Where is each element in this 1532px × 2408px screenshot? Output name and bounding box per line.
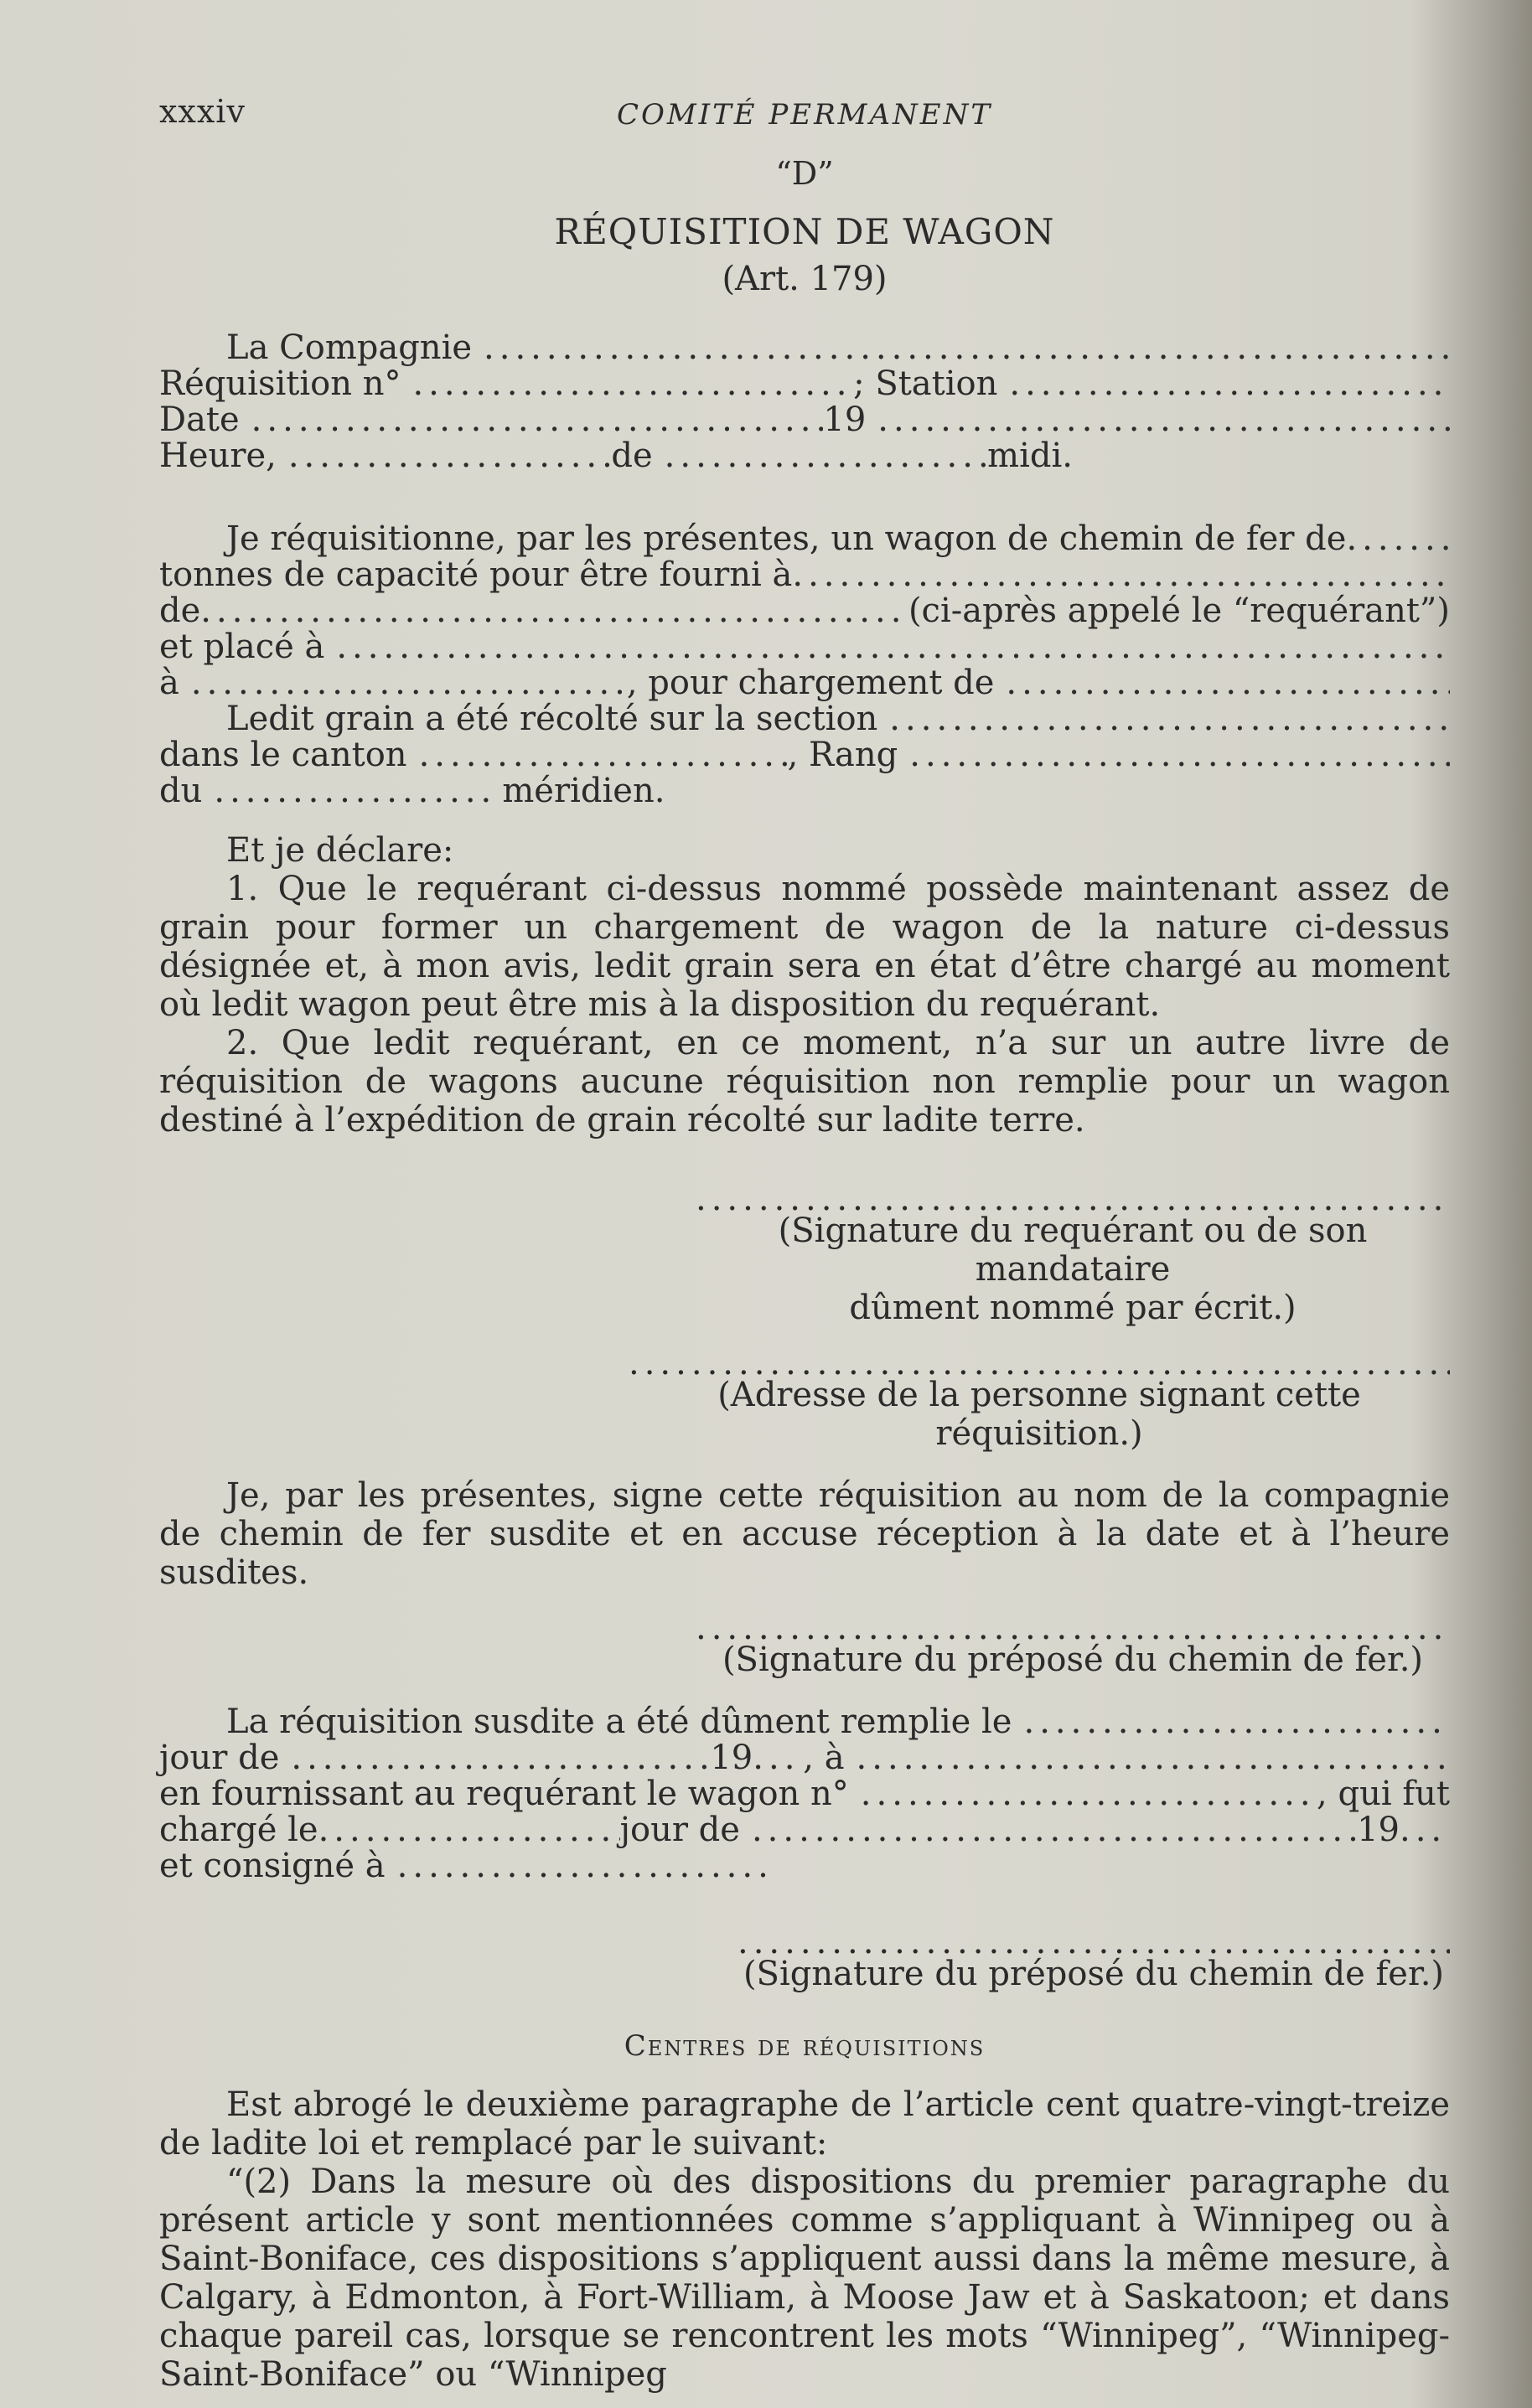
- requisition-dots: [412, 364, 853, 403]
- hour-label: Heure,: [159, 437, 277, 475]
- declaration-point-2: 2. Que ledit requérant, en ce moment, n’a sur un autre livre de réquisition de wagons aucune réquisition non remplie pour un wagon destiné à l’expédition de grain récolté sur ladite terre.: [159, 1024, 1450, 1139]
- request-line-4: [159, 628, 1450, 664]
- schedule-letter: “D”: [775, 155, 834, 192]
- request-text-3a: de: [159, 592, 201, 630]
- requester-signature-caption-2: dûment nommé par écrit.): [849, 1289, 1297, 1327]
- address-signature-block: [629, 1351, 1450, 1453]
- request-line-3: [159, 592, 1450, 628]
- fulfilled-text-1: La réquisition susdite a été dûment remplie le: [226, 1703, 1012, 1741]
- requester-signature-block: [696, 1186, 1450, 1327]
- station-dots: [1009, 364, 1450, 403]
- fulfilled-year-4: 19: [1357, 1811, 1400, 1849]
- request-line-1: [159, 519, 1450, 558]
- page-number: xxxiv: [159, 93, 246, 130]
- station-label: ; Station: [853, 364, 998, 403]
- railway-signature-line-2: [738, 1930, 1450, 1955]
- request-line-6: [159, 700, 1450, 736]
- request-text-8b: méridien.: [502, 772, 665, 810]
- hour-dots-2: [665, 437, 988, 475]
- fulfilled-dots-2b: [753, 1739, 803, 1777]
- year-dots: [877, 400, 1450, 439]
- date-year: 19: [823, 400, 867, 439]
- fulfilled-line-2: [159, 1739, 1450, 1775]
- fulfilment-section: [159, 1703, 1450, 1883]
- fulfilled-text-2a: jour de: [159, 1739, 280, 1777]
- signature-line: [696, 1186, 1450, 1212]
- fulfilled-dots-2a: [291, 1739, 710, 1777]
- company-line: [159, 328, 1450, 367]
- section-heading: Centres de réquisitions: [624, 2029, 986, 2063]
- midi-label: midi.: [987, 437, 1074, 475]
- request-text-5a: à: [159, 664, 179, 702]
- railway-signature-block-2: [738, 1930, 1450, 1993]
- declaration-point-1: 1. Que le requérant ci-dessus nommé possède maintenant assez de grain pour former un chargement de wagon de la nature ci-dessus désignée et, à mon avis, ledit grain sera en état d’être chargé au moment où ledit wagon peut être mis à la disposition du requérant.: [159, 870, 1450, 1024]
- request-text-3b: (ci-après appelé le “requérant”): [908, 592, 1450, 630]
- requisition-statement: [159, 519, 1450, 808]
- fulfilled-line-1: [159, 1703, 1450, 1739]
- form-header-fields: [159, 328, 1450, 473]
- date-label: Date: [159, 400, 240, 439]
- company-label: La Compagnie: [226, 328, 473, 367]
- request-dots-7a: [419, 736, 788, 774]
- fulfilled-dots-3: [861, 1775, 1317, 1813]
- railway-acknowledgement: Je, par les présentes, signe cette réquisition au nom de la compagnie de chemin de fer susdite et en accuse réception à la date et à l’heure susdites.: [159, 1476, 1450, 1592]
- address-line: [629, 1351, 1450, 1376]
- railway-signature-caption-2: (Signature du préposé du chemin de fer.): [743, 1955, 1445, 1993]
- request-text-5b: , pour chargement de: [626, 664, 995, 702]
- page-header: [159, 84, 1450, 142]
- fulfilled-dots-1: [1023, 1703, 1450, 1741]
- fulfilled-dots-4c: [1400, 1811, 1450, 1849]
- railway-signature-line-1: [696, 1615, 1450, 1641]
- fulfilled-dots-5: [397, 1847, 766, 1885]
- request-text-2: tonnes de capacité pour être fourni à: [159, 555, 793, 594]
- requester-signature-caption-1: (Signature du requérant ou de son mandataire: [778, 1212, 1368, 1289]
- declaration: [159, 831, 1450, 1139]
- request-dots-8: [214, 772, 490, 810]
- declaration-intro: Et je déclare:: [226, 831, 454, 870]
- hour-de: de: [611, 437, 653, 475]
- fulfilled-line-4: [159, 1811, 1450, 1847]
- request-line-8: [159, 772, 1450, 808]
- form-title: RÉQUISITION DE WAGON: [554, 211, 1055, 252]
- fulfilled-text-4a: chargé le: [159, 1811, 318, 1849]
- fulfilled-line-5: [159, 1847, 1450, 1883]
- request-text-6: Ledit grain a été récolté sur la section: [226, 700, 878, 738]
- request-text-7b: , Rang: [787, 736, 898, 774]
- fulfilled-text-3a: en fournissant au requérant le wagon n°: [159, 1775, 849, 1813]
- request-line-2: [159, 555, 1450, 592]
- article-reference: (Art. 179): [722, 260, 888, 298]
- company-dots: [484, 328, 1450, 367]
- fulfilled-line-3: [159, 1775, 1450, 1811]
- fulfilled-text-3b: , qui fut: [1317, 1775, 1450, 1813]
- request-text-8a: du: [159, 772, 203, 810]
- fulfilled-text-4b: jour de: [619, 1811, 740, 1849]
- request-dots-5a: [191, 664, 627, 702]
- hour-dots: [288, 437, 612, 475]
- request-line-7: [159, 736, 1450, 772]
- centres-paragraph-2: “(2) Dans la mesure où des dispositions du premier paragraphe du présent article y sont mentionnées comme s’appliquant à Winnipeg ou à Saint-Boniface, ces dispositions s’appliquent aussi dans la même mesure, à Calgary, à Edmonton, à Fort-William, à Moose Jaw et à Saskatoon; et dans chaque pareil cas, lorsque se rencontrent les mots “Winnipeg”, “Winnipeg-Saint-Boniface” ou “Winnipeg: [159, 2163, 1450, 2394]
- requisition-line: [159, 364, 1450, 403]
- requisition-label: Réquisition n°: [159, 364, 401, 403]
- hour-line: [159, 437, 1073, 473]
- request-line-5: [159, 664, 1450, 700]
- date-line: [159, 400, 1450, 437]
- request-dots-4: [336, 628, 1450, 666]
- fulfilled-year-2: 19: [710, 1739, 753, 1777]
- fulfilled-text-5: et consigné à: [159, 1847, 386, 1885]
- date-dots: [251, 400, 824, 439]
- page-content: [159, 84, 1450, 2394]
- request-text-1: Je réquisitionne, par les présentes, un wagon de chemin de fer de: [226, 519, 1347, 558]
- request-dots-2: [792, 555, 1450, 594]
- fulfilled-dots-4b: [752, 1811, 1357, 1849]
- fulfilled-text-2c: , à: [803, 1739, 845, 1777]
- railway-signature-caption-1: (Signature du préposé du chemin de fer.): [722, 1641, 1424, 1679]
- fulfilled-dots-4a: [318, 1811, 620, 1849]
- running-head: COMITÉ PERMANENT: [616, 98, 993, 132]
- address-caption: (Adresse de la personne signant cette réquisition.): [717, 1376, 1361, 1453]
- railway-signature-block-1: [696, 1615, 1450, 1679]
- request-text-7a: dans le canton: [159, 736, 407, 774]
- request-text-4: et placé à: [159, 628, 325, 666]
- request-dots-6: [889, 700, 1450, 738]
- request-dots-1: [1346, 519, 1450, 558]
- request-dots-3: [200, 592, 908, 630]
- fulfilled-dots-2c: [857, 1739, 1450, 1777]
- request-dots-7b: [909, 736, 1450, 774]
- request-dots-5b: [1006, 664, 1450, 702]
- centres-paragraph-1: Est abrogé le deuxième paragraphe de l’article cent quatre-vingt-treize de ladite loi et remplacé par le suivant:: [159, 2085, 1450, 2163]
